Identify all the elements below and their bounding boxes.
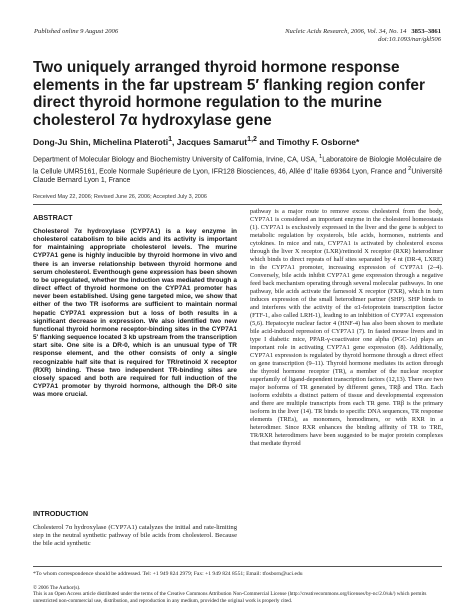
doi: doi:10.1093/nar/gkl506 (378, 36, 441, 44)
journal-name: Nucleic Acids Research, 2006, Vol. 34, No. 14 (285, 28, 407, 35)
affiliations: Department of Molecular Biology and Biochemistry University of California, Irvine, CA, USA, $^1$Laboratoire de Biologie Moléculaire de la Cellule UMR5161, Ecole Normale Supérieure de Lyon, IFR128 Biosciences, 46, Allée d’ Italie 69364 Lyon, France and $^2$Université Claude Bernard Lyon 1, France (33, 154, 443, 185)
introduction-text: Cholesterol 7α hydroxylase (CYP7A1) catalyzes the initial and rate-limiting step in the neutral synthetic pathway of bile acids from cholesterol. Because the bile acid synthetic (33, 524, 237, 548)
abstract-heading: ABSTRACT (33, 213, 73, 222)
introduction-heading: INTRODUCTION (33, 509, 89, 518)
copyright-notice: © 2006 The Author(s). This is an Open Access article distributed under the terms of the Creative Commons Attribution Non-Commercial License (http://creativecommons.org/licenses/by-nc/2.0/uk/) which permits unrestricted non-commercial use, distribution, and reproduction in any medium, provided the original work is properly cited. (33, 585, 427, 604)
author-list: Dong-Ju Shin, Michelina Plateroti$^1$, Jacques Samarut$^{1,2}$ and Timothy F. Osborne* (33, 135, 360, 147)
divider (33, 204, 442, 205)
footnote-divider (33, 566, 442, 567)
page-range: 3853–3861 (411, 28, 441, 35)
journal-citation (285, 28, 441, 44)
article-title: Two uniquely arranged thyroid hormone response elements in the far upstream 5′ flanking region confer direct thyroid hormone regulation to the murine cholesterol 7α hydroxylase gene (33, 59, 425, 129)
correspondence-footnote: *To whom correspondence should be addressed. Tel: +1 949 824 2979; Fax: +1 949 824 8551; Email: tfosborn@uci.edu (33, 571, 303, 577)
body-text-column-2: pathway is a major route to remove excess cholesterol from the body, CYP7A1 is considered an important enzyme in the cholesterol homeostasis (1). CYP7A1 is exclusively expressed in the liver and the gene is subject to metabolic regulation by oxysterols, bile acids, hormones, nutrients and cytokines. In mice and rats, CYP7A1 is activated by cholesterol excess through the liver X receptor (LXR)/retinoid X receptor (RXR) heterodimer which binds to direct repeats of half sites separated by 4 nt (DR-4, LXRE) in the CYP7A1 promoter, increasing expression of CYP7A1 (2–4). Conversely, bile acids inhibit CYP7A1 gene expression through a negative feed back mechanism operating through several molecular pathways. In one pathway, bile acids activate the farnesoid X receptor (FXR), which in turn induces expression of the small heterodimer partner (SHP). SHP binds to and interferes with the activity of the α1-fetoprotein transcription factor (FTF-1, also called LRH-1), leading to an inhibition of CYP7A1 expression (5,6). Hepatocyte nuclear factor 4 (HNF-4) has also been shown to mediate bile acid-induced repression of CYP7A1 (7). In fasted mouse livers and in type I diabetic mice, PPAR-γ-coactivator one alpha (PGC-1α) plays an important role in activating CYP7A1 gene expression (8). Additionally, CYP7A1 expression is regulated by thyroid hormone through a direct effect on gene transcription (9–11). Thyroid hormone mediates its action through the thyroid hormone receptor (TR), a member of the nuclear receptor superfamily of ligand-dependent transcription factors (12,13). There are two major isoforms of TR generated by different genes, TRβ and TRα. Each isoform exhibits a distinct pattern of tissue and developmental expression and there are multiple transcripts from each TR gene. TRβ is the primary isoform in the liver (14). TR binds to specific DNA sequences, TR response elements (TREs), as monomers, homodimers, or with RXR in a heterodimer. Since RXR enhances the binding affinity of TR to TRE, TR/RXR heterodimers have been suggested to be major protein complexes that mediate thyroid (250, 208, 443, 447)
received-dates: Received May 22, 2006; Revised June 26, 2006; Accepted July 3, 2006 (33, 194, 207, 200)
publication-date: Published online 9 August 2006 (34, 28, 119, 35)
abstract-text: Cholesterol 7α hydroxylase (CYP7A1) is a key enzyme in cholesterol catabolism to bile acids and its activity is important for maintaining appropriate cholesterol levels. The murine CYP7A1 gene is highly inducible by thyroid hormone in vivo and there is an inverse relationship between thyroid hormone and serum cholesterol. Eventhough gene expression has been shown to be upregulated, whether the induction was mediated through a direct effect of thyroid hormone on the CYP7A1 promoter has never been established. Using gene targeted mice, we show that either of the two TR isoforms are sufficient to maintain normal hepatic CYP7A1 expression but a loss of both results in a significant decrease in expression. We also identified two new functional thyroid hormone receptor-binding sites in the CYP7A1 5′ flanking sequence located 3 kb upstream from the transcription start site. One site is a DR-0, which is an unusual type of TR response element, and the other consists of only a single recognizable half site that is required for TR/retinoid X receptor (RXR) binding. These two independent TR-binding sites are closely spaced and both are required for full induction of the CYP7A1 promoter by thyroid hormone, although the DR-0 site was more crucial. (33, 228, 237, 399)
